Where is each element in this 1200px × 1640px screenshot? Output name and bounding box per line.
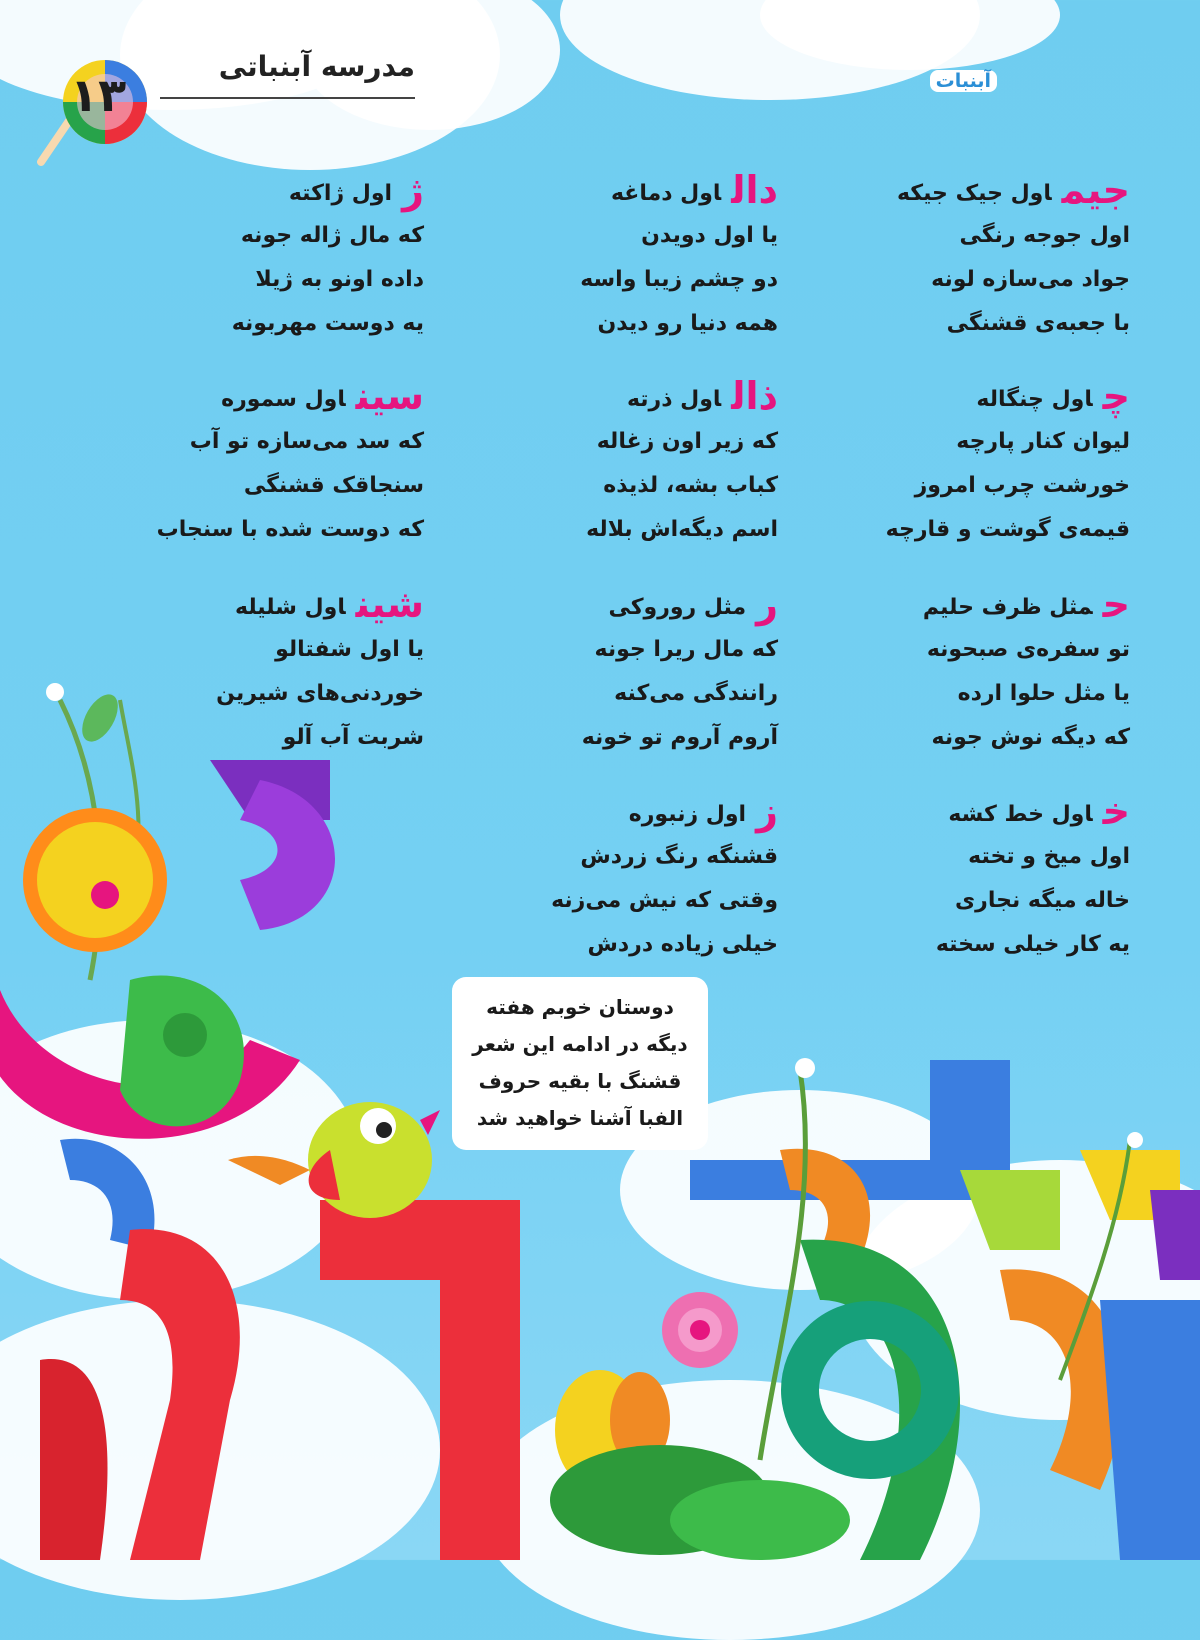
stanza-line: اول جوجه رنگی [959, 223, 1130, 248]
stanza-first-line [770, 584, 1130, 628]
stanza-line: کباب بشه، لذیذه [603, 473, 778, 498]
stanza-line: داده اونو به ژیلا [255, 267, 424, 292]
stanza-zal [418, 376, 778, 552]
brand-logo: آبنبات [930, 70, 997, 92]
stanza-line: یه کار خیلی سخته [935, 932, 1130, 957]
stanza-line: اول چنگاله [976, 387, 1093, 412]
stanza-first-line [64, 170, 424, 214]
stanza-line: که مال ژاله جونه [240, 223, 424, 248]
stanza-shin [64, 584, 424, 760]
stanza-ze [418, 791, 778, 967]
stanza-jim [770, 170, 1130, 346]
stanza-first-line [418, 170, 778, 214]
stanza-line: که مال ریرا جونه [594, 637, 778, 662]
stanza-first-line [418, 791, 778, 835]
note-line: دوستان خوبم هفته [486, 995, 674, 1019]
letter-heading: ز [756, 789, 778, 833]
stanza-line: خوردنی‌های شیرین [216, 681, 424, 706]
stanza-line: خیلی زیاده دردش [587, 932, 778, 957]
page-title: مدرسه آبنباتی [218, 50, 415, 83]
letter-heading: ذال [731, 374, 778, 418]
stanza-zhe [64, 170, 424, 346]
stanza-line: دو چشم زیبا واسه [580, 267, 778, 292]
letter-heading: ح [1102, 582, 1130, 626]
letter-heading: چ [1102, 374, 1130, 418]
stanza-line: قیمه‌ی گوشت و قارچه [885, 517, 1130, 542]
stanza-first-line [418, 584, 778, 628]
stanza-line: شربت آب آلو [282, 725, 424, 750]
stanza-line: اول سموره [221, 387, 346, 412]
stanza-line: یه دوست مهربونه [231, 311, 424, 336]
stanza-line: همه دنیا رو دیدن [597, 311, 778, 336]
stanza-line: مثل روروکی [608, 595, 747, 620]
letter-heading: ژ [402, 168, 424, 212]
letter-heading: سین [355, 374, 424, 418]
note-box [452, 977, 708, 1150]
stanza-line: اول دماغه [610, 181, 722, 206]
stanza-line: که سد می‌سازه تو آب [189, 429, 424, 454]
stanza-line: یا مثل حلوا ارده [957, 681, 1130, 706]
note-line: الفبا آشنا خواهید شد [476, 1106, 684, 1130]
stanza-line: تو سفره‌ی صبحونه [926, 637, 1130, 662]
stanza-che [770, 376, 1130, 552]
stanza-line: یا اول دویدن [641, 223, 778, 248]
stanza-dal [418, 170, 778, 346]
stanza-line: یا اول شفتالو [275, 637, 424, 662]
stanza-line: که دیگه نوش جونه [931, 725, 1130, 750]
stanza-line: اسم دیگه‌اش بلاله [586, 517, 778, 542]
stanza-line: رانندگی می‌کنه [614, 681, 778, 706]
stanza-first-line [64, 584, 424, 628]
letter-heading: شین [355, 582, 424, 626]
stanza-first-line [770, 376, 1130, 420]
stanza-re [418, 584, 778, 760]
letter-heading: دال [731, 168, 778, 212]
stanza-khe [770, 791, 1130, 967]
stanza-first-line [64, 376, 424, 420]
note-line: دیگه در ادامه این شعر [472, 1032, 688, 1056]
stanza-line: قشنگه رنگ زردش [580, 844, 778, 869]
header [155, 50, 415, 150]
stanza-line: خاله میگه نجاری [955, 888, 1130, 913]
note-line: قشنگ با بقیه حروف [478, 1069, 682, 1093]
letter-heading: جیم [1061, 168, 1130, 212]
letter-heading: خ [1102, 789, 1130, 833]
letter-heading: ر [756, 582, 778, 626]
stanza-line: مثل ظرف حلیم [922, 595, 1093, 620]
page-number: ۱۳ [70, 68, 127, 122]
stanza-line: اول ذرته [626, 387, 722, 412]
stanza-line: وقتی که نیش می‌زنه [551, 888, 778, 913]
stanza-line: جواد می‌سازه لونه [931, 267, 1130, 292]
title-divider [160, 97, 415, 99]
stanza-line: آروم آروم تو خونه [581, 725, 778, 750]
stanza-line: اول ژاکته [288, 181, 393, 206]
stanza-line: که زیر اون زغاله [596, 429, 778, 454]
stanza-first-line [770, 791, 1130, 835]
stanza-he [770, 584, 1130, 760]
stanza-line: اول زنبوره [628, 802, 747, 827]
stanza-sin [64, 376, 424, 552]
stanza-line: اول خط کشه [948, 802, 1093, 827]
stanza-line: اول شلیله [234, 595, 346, 620]
stanza-line: اول جیک جیکه [896, 181, 1052, 206]
stanza-first-line [770, 170, 1130, 214]
stanza-line: سنجاقک قشنگی [243, 473, 424, 498]
stanza-first-line [418, 376, 778, 420]
stanza-line: لیوان کنار پارچه [956, 429, 1130, 454]
stanza-line: که دوست شده با سنجاب [156, 517, 424, 542]
stanza-line: اول میخ و تخته [968, 844, 1130, 869]
stanza-line: خورشت چرب امروز [914, 473, 1130, 498]
stanza-line: با جعبه‌ی قشنگی [946, 311, 1130, 336]
